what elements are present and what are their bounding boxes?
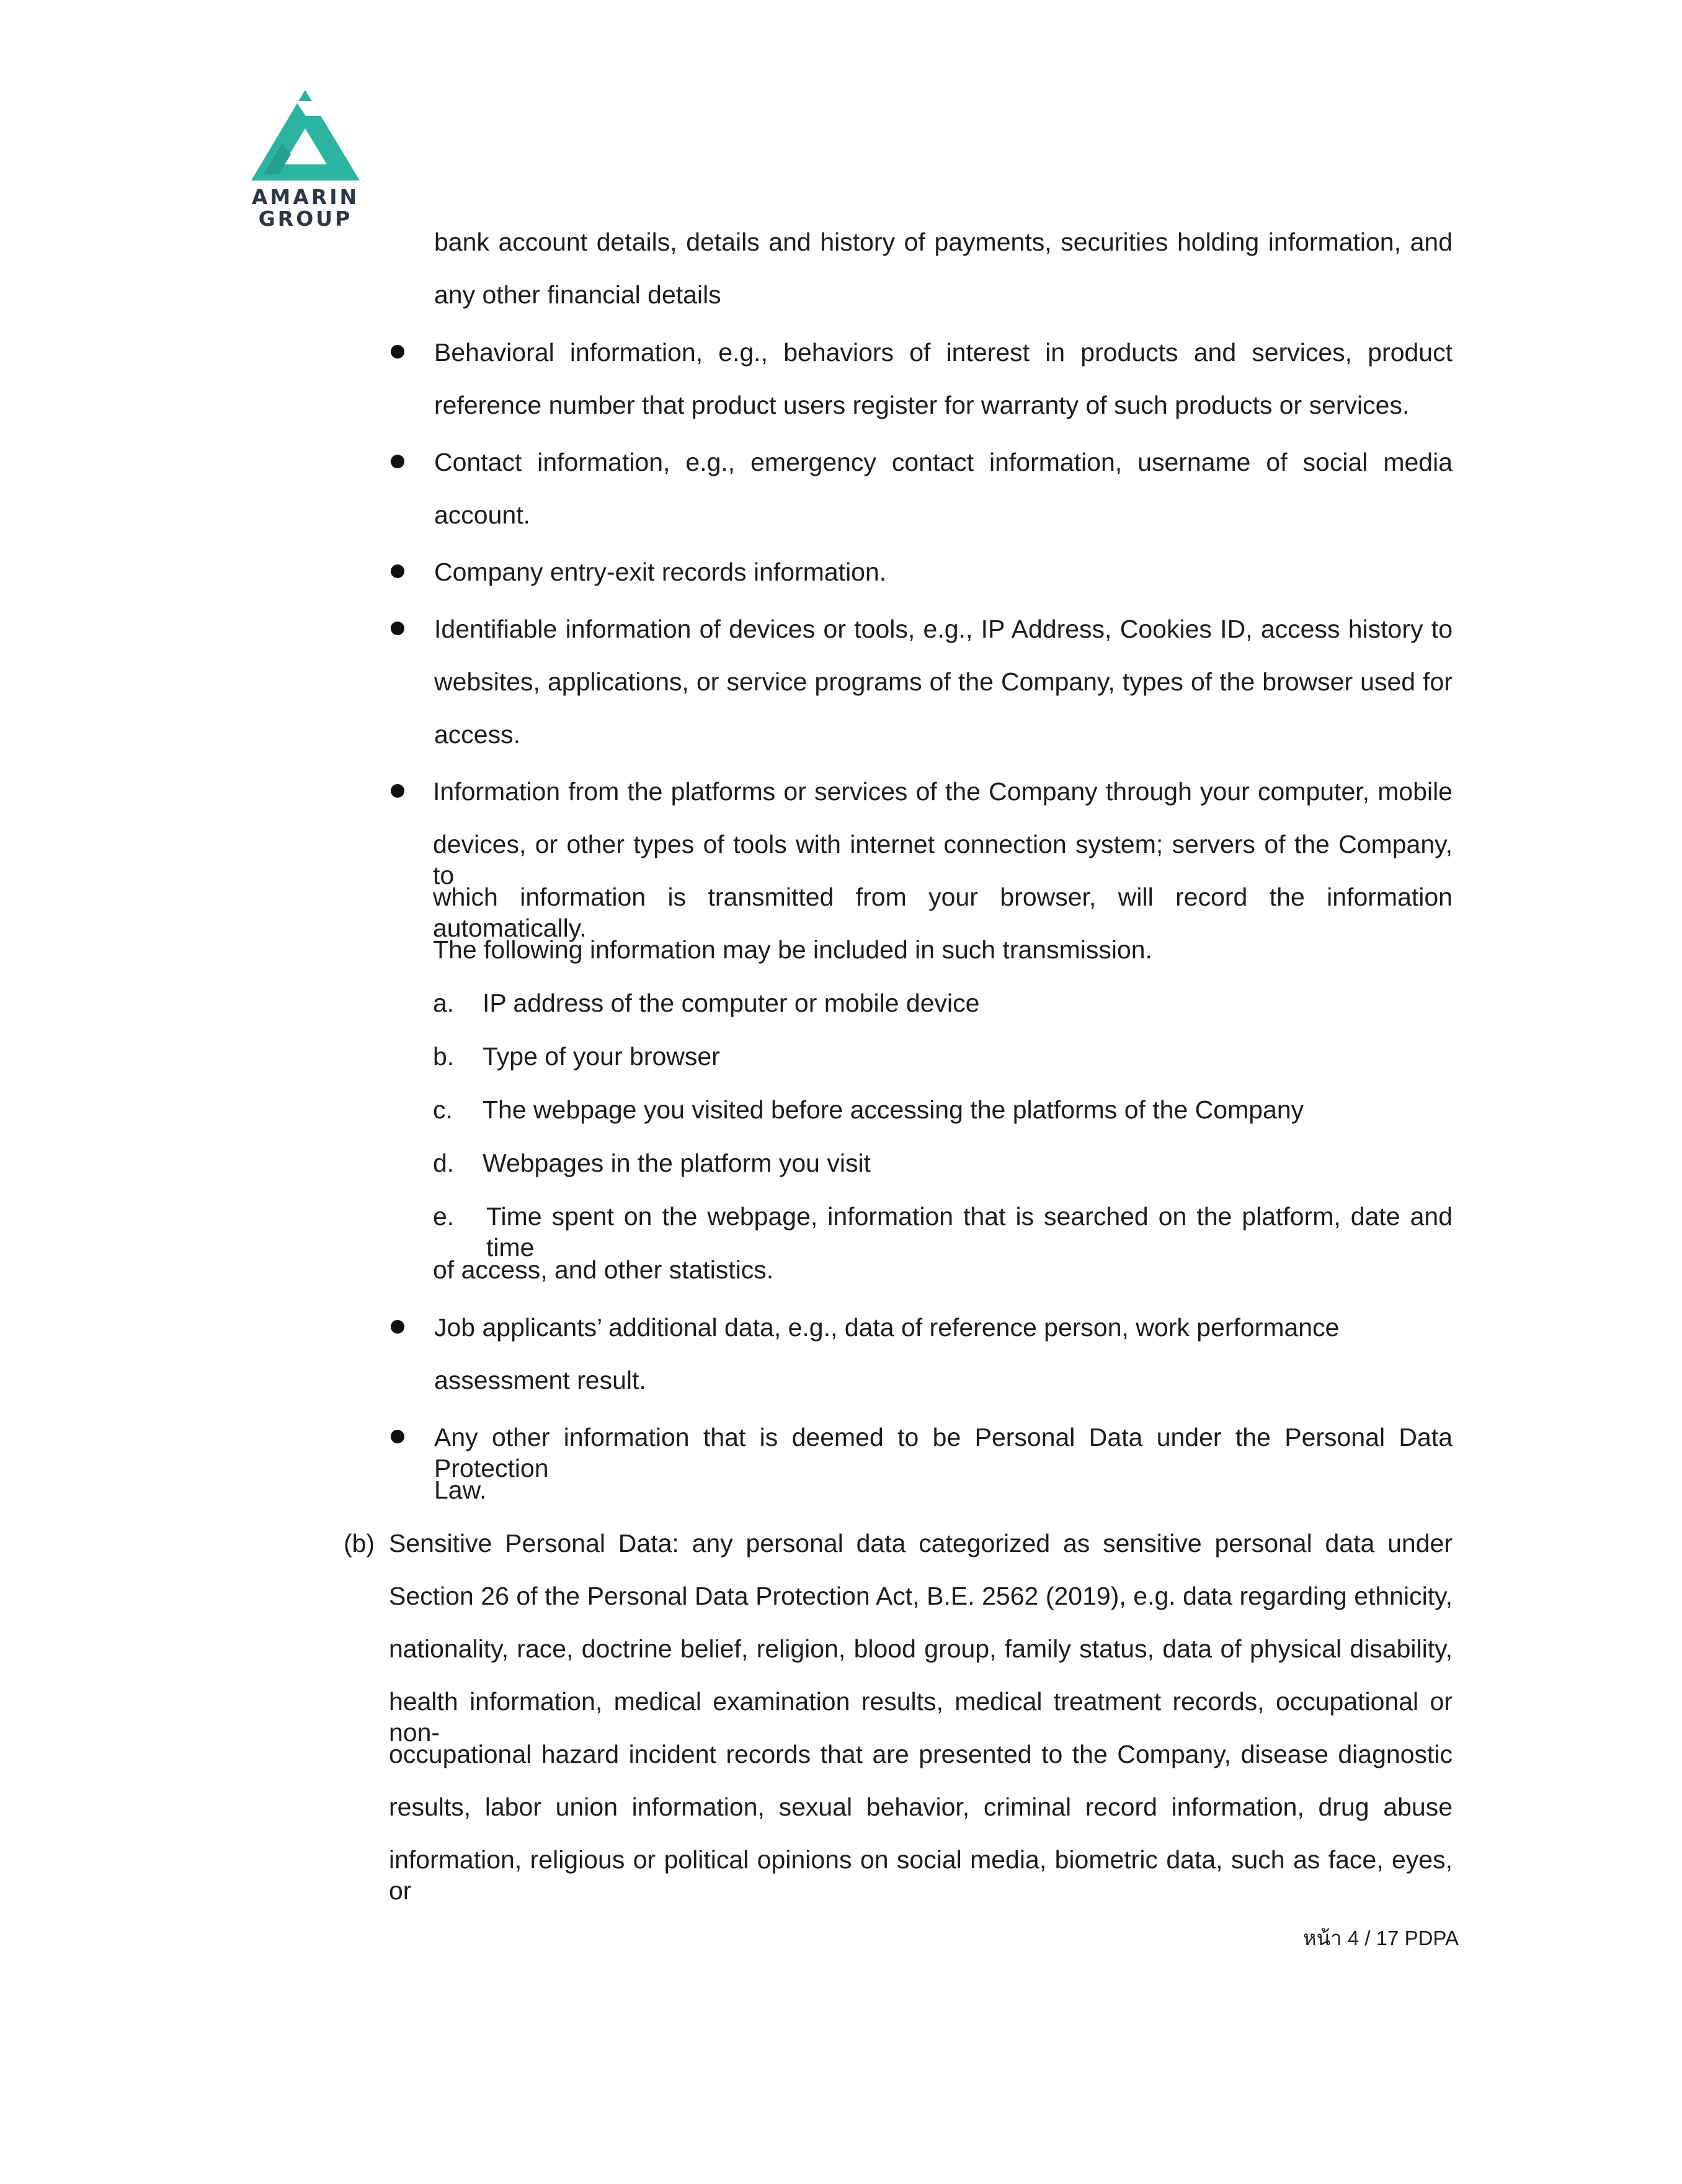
text-line: results, labor union information, sexual behavior, criminal record information, drug abuse <box>389 1793 1453 1821</box>
list-marker: b. <box>433 1042 455 1071</box>
logo-text-amarin: AMARIN <box>251 185 360 209</box>
text-line: nationality, race, doctrine belief, religion, blood group, family status, data of physical disability, <box>389 1634 1453 1663</box>
amarin-group-logo <box>251 90 360 229</box>
text-line: which information is transmitted from your browser, will record the information automatically. <box>433 883 1453 942</box>
text-line: Identifiable information of devices or tools, e.g., IP Address, Cookies ID, access history to <box>434 615 1453 643</box>
text-line: information, religious or political opinions on social media, biometric data, such as face, eyes, or <box>389 1845 1453 1905</box>
text-line: Company entry-exit records information. <box>434 558 887 586</box>
text-line: Time spent on the webpage, information that is searched on the platform, date and time <box>486 1202 1453 1262</box>
text-line: of access, and other statistics. <box>433 1255 774 1284</box>
text-line: bank account details, details and history of payments, securities holding information, and <box>434 228 1453 256</box>
text-line: occupational hazard incident records that are presented to the Company, disease diagnostic <box>389 1740 1453 1768</box>
text-line: The following information may be included in such transmission. <box>433 935 1152 964</box>
bullet-icon <box>391 345 404 359</box>
bullet-icon <box>391 1320 404 1334</box>
text-line: Section 26 of the Personal Data Protection Act, B.E. 2562 (2019), e.g. data regarding ethnicity, <box>389 1582 1453 1610</box>
bullet-icon <box>391 1430 404 1443</box>
list-marker: a. <box>433 989 455 1017</box>
text-line: Law. <box>434 1476 487 1504</box>
bullet-icon <box>391 564 404 578</box>
bullet-icon <box>391 784 404 798</box>
list-marker: c. <box>433 1095 453 1124</box>
text-line: assessment result. <box>434 1366 646 1394</box>
text-line: websites, applications, or service programs of the Company, types of the browser used for <box>434 667 1453 696</box>
logo-text-group: GROUP <box>258 207 353 231</box>
text-line: health information, medical examination results, medical treatment records, occupational or non- <box>389 1687 1453 1747</box>
text-line: Webpages in the platform you visit <box>483 1149 871 1177</box>
text-line: account. <box>434 501 530 529</box>
text-line: Information from the platforms or services of the Company through your computer, mobile <box>433 777 1453 806</box>
bullet-icon <box>391 455 404 468</box>
text-line: The webpage you visited before accessing the platforms of the Company <box>483 1095 1304 1124</box>
list-marker: (b) <box>344 1529 375 1558</box>
text-line: Type of your browser <box>483 1042 720 1071</box>
text-line: access. <box>434 720 520 749</box>
text-line: Behavioral information, e.g., behaviors of interest in products and services, product <box>434 338 1453 367</box>
bullet-icon <box>391 622 404 635</box>
text-line: Job applicants’ additional data, e.g., data of reference person, work performance <box>434 1313 1340 1342</box>
text-line: Any other information that is deemed to be Personal Data under the Personal Data Protection <box>434 1423 1453 1482</box>
list-marker: d. <box>433 1149 455 1177</box>
text-line: IP address of the computer or mobile device <box>483 989 980 1017</box>
list-marker: e. <box>433 1202 455 1231</box>
text-line: Sensitive Personal Data: any personal data categorized as sensitive personal data under <box>389 1529 1453 1558</box>
triangle-logo-icon <box>251 90 360 181</box>
text-line: reference number that product users register for warranty of such products or services. <box>434 391 1410 419</box>
page-number-footer: หน้า 4 / 17 PDPA <box>1302 1927 1459 1950</box>
text-line: Contact information, e.g., emergency contact information, username of social media <box>434 448 1453 476</box>
text-line: any other financial details <box>434 280 721 309</box>
text-line: devices, or other types of tools with internet connection system; servers of the Company, to <box>433 830 1453 889</box>
